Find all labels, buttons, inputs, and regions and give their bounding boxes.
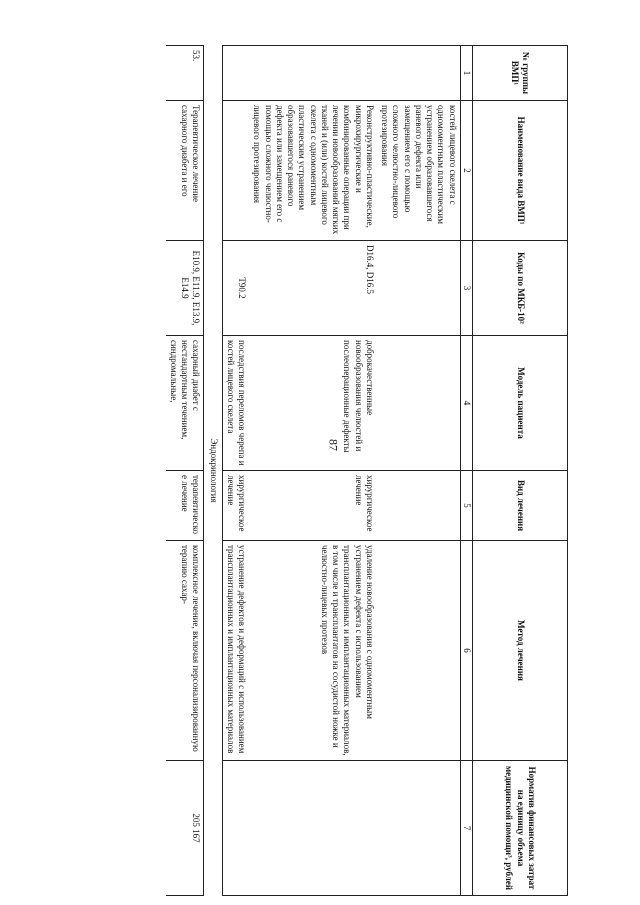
vmp-table xyxy=(166,45,568,896)
cost-cell xyxy=(222,761,249,896)
treatment-type-cell xyxy=(377,471,460,541)
column-number: 6 xyxy=(460,541,472,761)
treatment-type-cell: хирургическое лечение xyxy=(222,471,249,541)
vmp-name-cell: Реконструктивно-пластические, микрохирургические и комбинированные операции при лечении новообразований мягких тканей и (или) костей лицевого скелета с одномоментным пластическим устранением образовавшегося раневого дефекта или замещением его с помощью сложного челюстно-лицевого протезирования xyxy=(249,101,377,241)
group-cell xyxy=(249,46,377,101)
treatment-method-cell: удаление новообразования с одномоментным устранением дефекта с использованием трансплантационных и имплантационных материалов, в том числе и трансплантатов на сосудистой ножке и челюстно-лицевых протезов xyxy=(249,541,377,761)
cost-value-cell: 205 167 xyxy=(166,761,204,896)
table-header-row xyxy=(473,46,568,896)
cost-cell xyxy=(249,761,377,896)
column-number-row xyxy=(460,46,472,896)
section-title-endocrinology: Эндокринология xyxy=(204,46,222,896)
header-treatment-type: Вид лечения xyxy=(473,471,568,541)
group-cell xyxy=(377,46,460,101)
vmp-name-cell: Терапевтическое лечение сахарного диабета и его xyxy=(166,101,204,241)
header-icd-codes: Коды по МКБ-10² xyxy=(473,241,568,336)
group-cell xyxy=(222,46,249,101)
table-row xyxy=(166,46,204,896)
column-number: 4 xyxy=(460,336,472,471)
model-cell xyxy=(377,336,460,471)
header-vmp-name: Наименование вида ВМП¹ xyxy=(473,101,568,241)
column-number: 5 xyxy=(460,471,472,541)
header-patient-model: Модель пациента xyxy=(473,336,568,471)
method-cell xyxy=(377,541,460,761)
patient-model-cell: последствия переломов черепа и костей лицевого скелета xyxy=(222,336,249,471)
treatment-type-cell: терапевтическое лечение xyxy=(166,471,204,541)
table-row xyxy=(222,46,249,896)
cost-cell xyxy=(377,761,460,896)
column-number: 2 xyxy=(460,101,472,241)
icd-codes-cell: D16.4, D16.5 xyxy=(249,241,377,336)
section-row xyxy=(204,46,222,896)
column-number: 1 xyxy=(460,46,472,101)
icd-codes-cell: T90.2 xyxy=(222,241,249,336)
icd-codes-cell: E10.9, E11.9, E13.9, E14.9 xyxy=(166,241,204,336)
header-group-number: № группы ВМП¹ xyxy=(473,46,568,101)
vmp-table-sheet xyxy=(68,45,568,895)
patient-model-cell: сахарный диабет с нестандартным течением, синдромальные, xyxy=(166,336,204,471)
page-number: 87 xyxy=(326,439,341,451)
treatment-type-cell: хирургическое лечение xyxy=(249,471,377,541)
header-treatment-method: Метод лечения xyxy=(473,541,568,761)
column-number: 7 xyxy=(460,761,472,896)
table-row xyxy=(249,46,377,896)
table-row xyxy=(377,46,460,896)
vmp-name-cell xyxy=(222,101,249,241)
treatment-method-cell: комплексное лечение, включая персонализированную терапию сахар- xyxy=(166,541,204,761)
group-number-cell: 53. xyxy=(166,46,204,101)
header-financial-cost: Норматив финансовых затрат на единицу объема медицинской помощи³, рублей xyxy=(473,761,568,896)
patient-model-cell: доброкачественные новообразования челюстей и послеоперационные дефекты xyxy=(249,336,377,471)
vmp-name-continuation: костей лицевого скелета с одномоментным пластическим устранением образовавшегося раневого дефекта или замещением его с помощью сложного челюстно-лицевого протезирования xyxy=(377,101,460,241)
treatment-method-cell: устранение дефектов и деформаций с использованием трансплантационных и имплантационных материалов xyxy=(222,541,249,761)
codes-cell xyxy=(377,241,460,336)
column-number: 3 xyxy=(460,241,472,336)
